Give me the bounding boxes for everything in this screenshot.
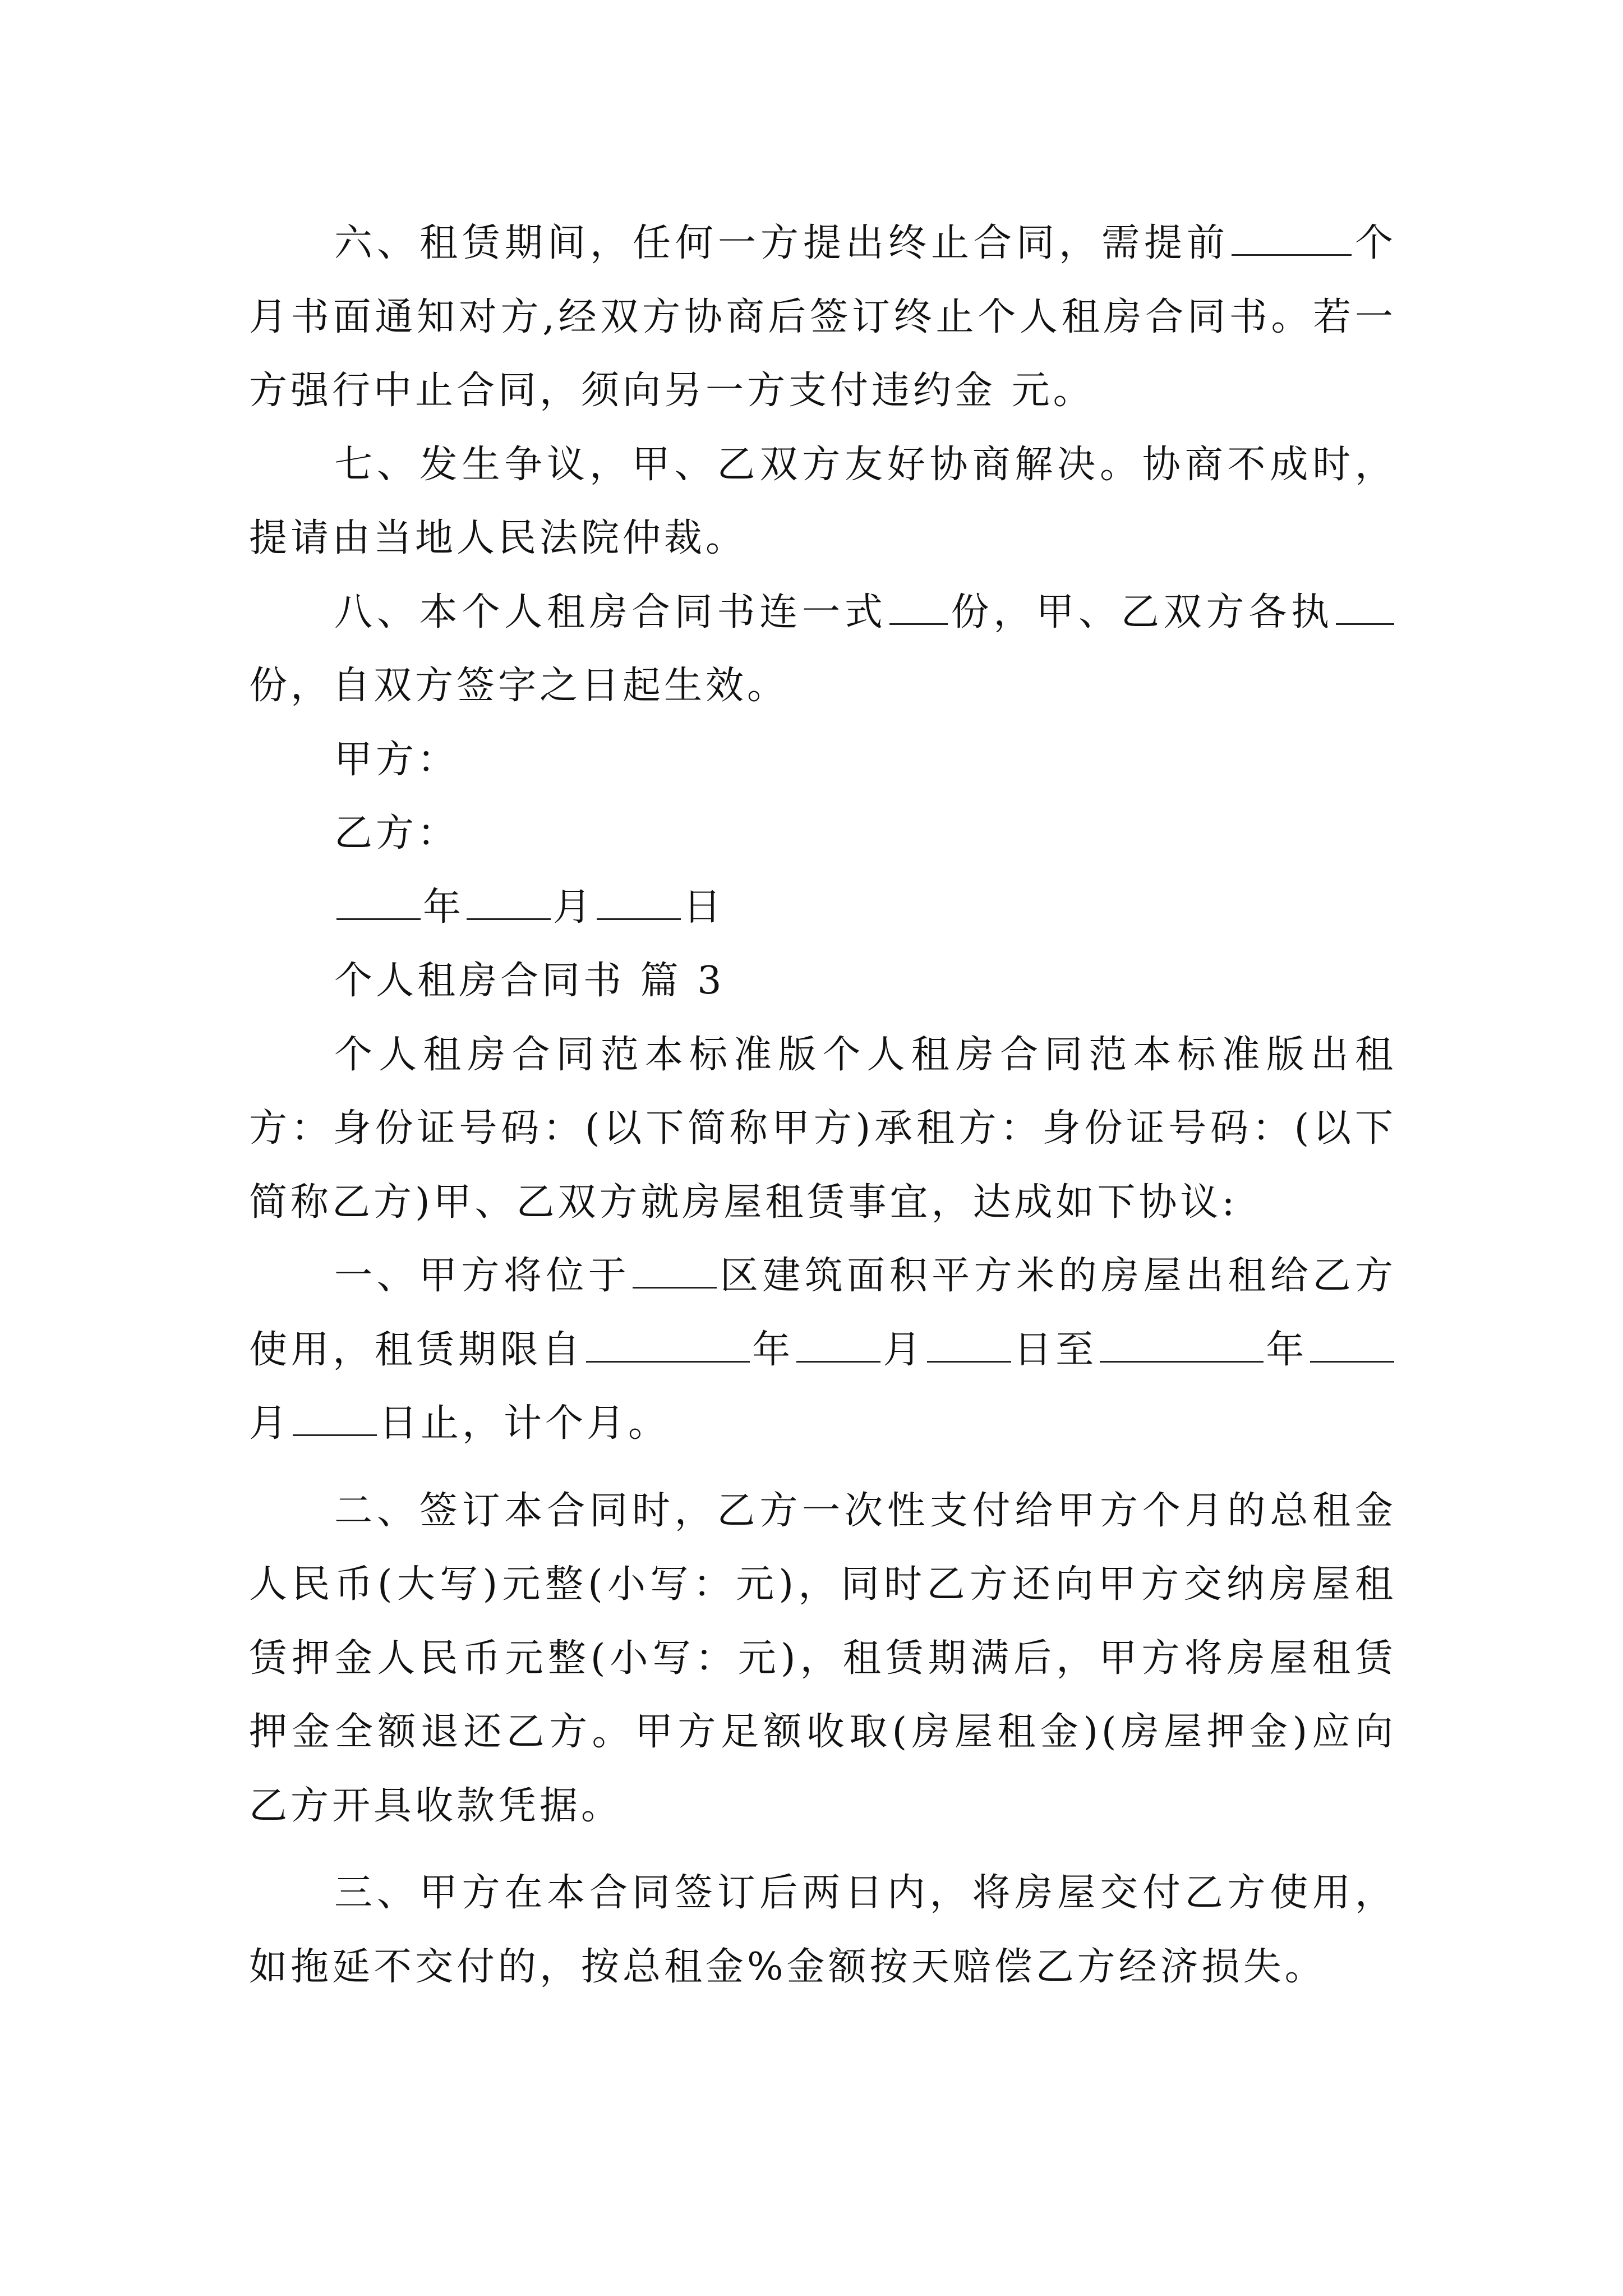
blank-notice-months bbox=[1232, 222, 1352, 256]
clause-8: 八、本个人租房合同书连一式 份，甲、乙双方各执份，自双方签字之日起生效。 bbox=[249, 576, 1396, 723]
blank-start-year bbox=[586, 1328, 750, 1363]
blank-sign-year bbox=[336, 886, 421, 920]
signing-date-line: 年 月 日 bbox=[249, 871, 1396, 945]
party-b-signature-label: 乙方： bbox=[334, 811, 459, 855]
blank-district bbox=[633, 1254, 717, 1289]
section-title: 个人租房合同书 篇 3 bbox=[334, 959, 725, 1003]
blank-start-month bbox=[796, 1328, 880, 1363]
blank-copies-each bbox=[1336, 591, 1394, 625]
clause-1: 一、甲方将位于 区建筑面积平方米的房屋出租给乙方使用，租赁期限自 年 月 日至 年月 日止，计个月。 bbox=[249, 1254, 1396, 1446]
blank-sign-day bbox=[597, 886, 681, 920]
clause-7: 七、发生争议，甲、乙双方友好协商解决。协商不成时，提请由当地人民法院仲裁。 bbox=[249, 442, 1396, 560]
blank-end-month bbox=[1310, 1328, 1394, 1363]
blank-end-year bbox=[1100, 1328, 1264, 1363]
document-body bbox=[249, 206, 1396, 2004]
clause-2: 二、签订本合同时，乙方一次性支付给甲方个月的总租金人民币(大写)元整(小写：元)，同时乙方还向甲方交纳房屋租赁押金人民币元整(小写：元)，租赁期满后，甲方将房屋租赁押金全额退还乙方。甲方足额收取(房屋租金)(房屋押金)应向乙方开具收款凭据。 bbox=[249, 1488, 1396, 1828]
clause-3: 三、甲方在本合同签订后两日内，将房屋交付乙方使用，如拖延不交付的，按总租金%金额按天赔偿乙方经济损失。 bbox=[249, 1871, 1396, 1989]
blank-end-day bbox=[293, 1402, 377, 1436]
clause-6: 六、租赁期间，任何一方提出终止合同，需提前 个月书面通知对方,经双方协商后签订终止个人租房合同书。若一方强行中止合同，须向另一方支付违约金 元。 bbox=[249, 221, 1396, 413]
blank-start-day bbox=[927, 1328, 1011, 1363]
party-a-signature-label: 甲方： bbox=[334, 737, 459, 782]
blank-sign-month bbox=[467, 886, 551, 920]
contract-intro: 个人租房合同范本标准版个人租房合同范本标准版出租方：身份证号码：(以下简称甲方)承租方：身份证号码：(以下简称乙方)甲、乙双方就房屋租赁事宜，达成如下协议: bbox=[249, 1032, 1396, 1225]
blank-copies-total bbox=[889, 591, 948, 625]
